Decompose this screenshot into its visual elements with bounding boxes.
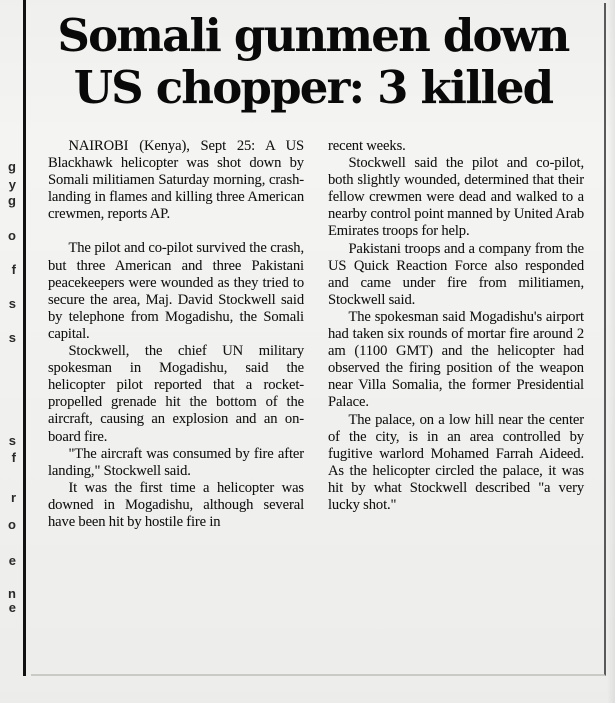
margin-fragment-1: g [8, 159, 16, 174]
margin-fragment-7: s [8, 330, 16, 345]
headline [39, 10, 587, 114]
headline-line-1: Somali gunmen down [57, 9, 569, 62]
margin-fragment-12: e [8, 553, 16, 568]
article-paragraph: Stockwell said the pilot and co-pilot, both slightly wounded, determined that their fellow crewmen were dead and walked to a nearby control point manned by United Arab Emirates troops for help. [328, 155, 584, 240]
margin-fragment-11: o [8, 517, 16, 532]
margin-fragment-9: f [11, 450, 16, 465]
article-paragraph: "The aircraft was consumed by fire after landing," Stockwell said. [48, 445, 304, 479]
article-paragraph: It was the first time a helicopter was downed in Mogadishu, although several have been hit by hostile fire in [48, 479, 304, 530]
margin-fragment-13: n [8, 586, 16, 601]
article-column-left [48, 138, 304, 672]
margin-fragment-3: g [8, 193, 16, 208]
column-separator-rule [23, 0, 26, 676]
adjacent-column-fragments [0, 0, 24, 703]
article-column-right [328, 138, 584, 672]
margin-fragment-6: s [8, 296, 16, 311]
article-paragraph: The pilot and co-pilot survived the crash, but three American and three Pakistani peacekeepers were wounded as they tried to secure the area, Maj. David Stockwell said by telephone from Mogadishu, the Somali capital. [48, 240, 304, 342]
article-paragraph: Pakistani troops and a company from the US Quick Reaction Force also responded and came under fire from militiamen, Stockwell said. [328, 240, 584, 308]
headline-line-2: US chopper: 3 killed [73, 61, 553, 114]
article-paragraph: The spokesman said Mogadishu's airport had taken six rounds of mortar fire around 2 am (1100 GMT) and the helicopter had observed the firing position of the weapon near Villa Somalia, the former Presidential Palace. [328, 308, 584, 411]
article-body [48, 138, 590, 672]
margin-fragment-10: r [10, 490, 16, 505]
margin-fragment-14: e [8, 600, 16, 615]
article-paragraph: The palace, on a low hill near the center of the city, is in an area controlled by fugitive warlord Mohamed Farrah Aideed. As the helicopter circled the palace, it was hit by what Stockwell described "a very lucky shot." [328, 411, 584, 513]
article-paragraph: recent weeks. [328, 138, 406, 154]
article-paragraph: Stockwell, the chief UN military spokesman in Mogadishu, said the helicopter pilot reported that a rocket-propelled grenade hit the bottom of the aircraft, causing an explosion and an on-board fire. [48, 343, 304, 445]
article-paragraph: NAIROBI (Kenya), Sept 25: A US Blackhawk helicopter was shot down by Somali militiamen Saturday morning, crash-landing in flames and killing three American crewmen, reports AP. [48, 138, 304, 223]
margin-fragment-8: s [8, 433, 16, 448]
margin-fragment-5: f [11, 262, 16, 277]
scan-edge-shadow [607, 0, 615, 703]
margin-fragment-2: y [8, 177, 16, 192]
margin-fragment-4: o [8, 228, 16, 243]
